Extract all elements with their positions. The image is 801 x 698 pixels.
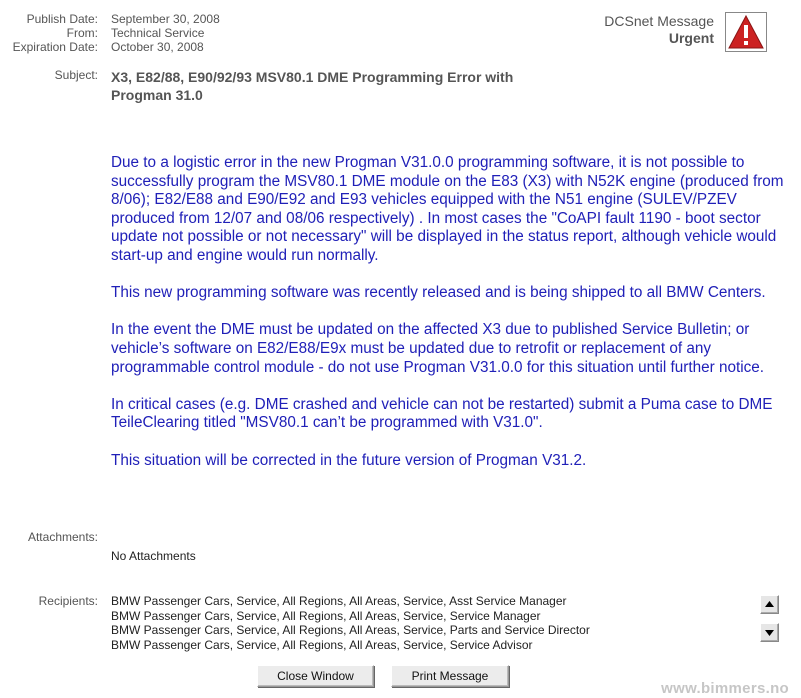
publish-date-value: September 30, 2008 [111, 12, 220, 26]
list-item: BMW Passenger Cars, Service, All Regions, All Areas, Service, Asst Service Manager [111, 594, 567, 608]
body-paragraph: In critical cases (e.g. DME crashed and vehicle can not be restarted) submit a Puma case to DME TeileClearing titled "MSV80.1 can’t be programmed with V31.0". [111, 395, 773, 432]
scroll-up-button[interactable] [760, 595, 779, 614]
expiration-date-value: October 30, 2008 [111, 40, 204, 54]
recipients-list[interactable] [111, 594, 751, 652]
message-header [604, 13, 714, 47]
urgency-level: Urgent [668, 30, 714, 46]
from-value: Technical Service [111, 26, 205, 40]
list-item: BMW Passenger Cars, Service, All Regions, All Areas, Service, Parts and Service Director [111, 623, 590, 637]
message-body [111, 154, 786, 489]
warning-triangle-icon [725, 12, 767, 52]
subject-label: Subject: [54, 68, 98, 82]
from-label: From: [66, 26, 98, 40]
body-paragraph: In the event the DME must be updated on the affected X3 due to published Service Bulletin; or vehicle’s software on E82/E88/E9x must be updated due to retrofit or replacement of any programmable control module - do not use Progman V31.0.0 for this situation until further notice. [111, 321, 765, 376]
watermark: www.bimmers.no [661, 680, 789, 697]
body-paragraph: This new programming software was recently released and is being shipped to all BMW Centers. [111, 284, 766, 302]
attachments-label: Attachments: [27, 530, 98, 544]
publish-date-label: Publish Date: [26, 12, 98, 26]
close-window-button[interactable]: Close Window [257, 665, 374, 687]
body-paragraph: This situation will be corrected in the future version of Progman V31.2. [111, 451, 587, 469]
list-item: BMW Passenger Cars, Service, All Regions, All Areas, Service, Service Manager [111, 608, 541, 623]
recipients-label: Recipients: [38, 594, 98, 608]
list-item: BMW Passenger Cars, Service, All Regions, All Areas, Service, Service Advisor [111, 637, 533, 652]
message-source: DCSnet Message [604, 13, 714, 29]
expiration-date-label: Expiration Date: [12, 40, 98, 54]
scroll-down-button[interactable] [760, 623, 779, 642]
body-paragraph: Due to a logistic error in the new Progman V31.0.0 programming software, it is not possible to successfully program the MSV80.1 DME module on the E83 (X3) with N52K engine (produced from 8/06); E82/E88 and E90/E92 and E93 vehicles equipped with the N51 engine (SULEV/PZEV produced from 12/07 and 08/06 respectively) . In most cases the "CoAPI fault 1190 - boot sector update not possible or not necessary" will be displayed in the status report, although vehicle would start-up and engine would run normally. [111, 154, 784, 264]
arrow-up-icon [761, 596, 778, 613]
arrow-down-icon [761, 624, 778, 641]
subject-value: X3, E82/88, E90/92/93 MSV80.1 DME Programming Error with Progman 31.0 [111, 69, 514, 103]
print-message-button[interactable]: Print Message [391, 665, 509, 687]
attachments-value: No Attachments [111, 549, 196, 563]
